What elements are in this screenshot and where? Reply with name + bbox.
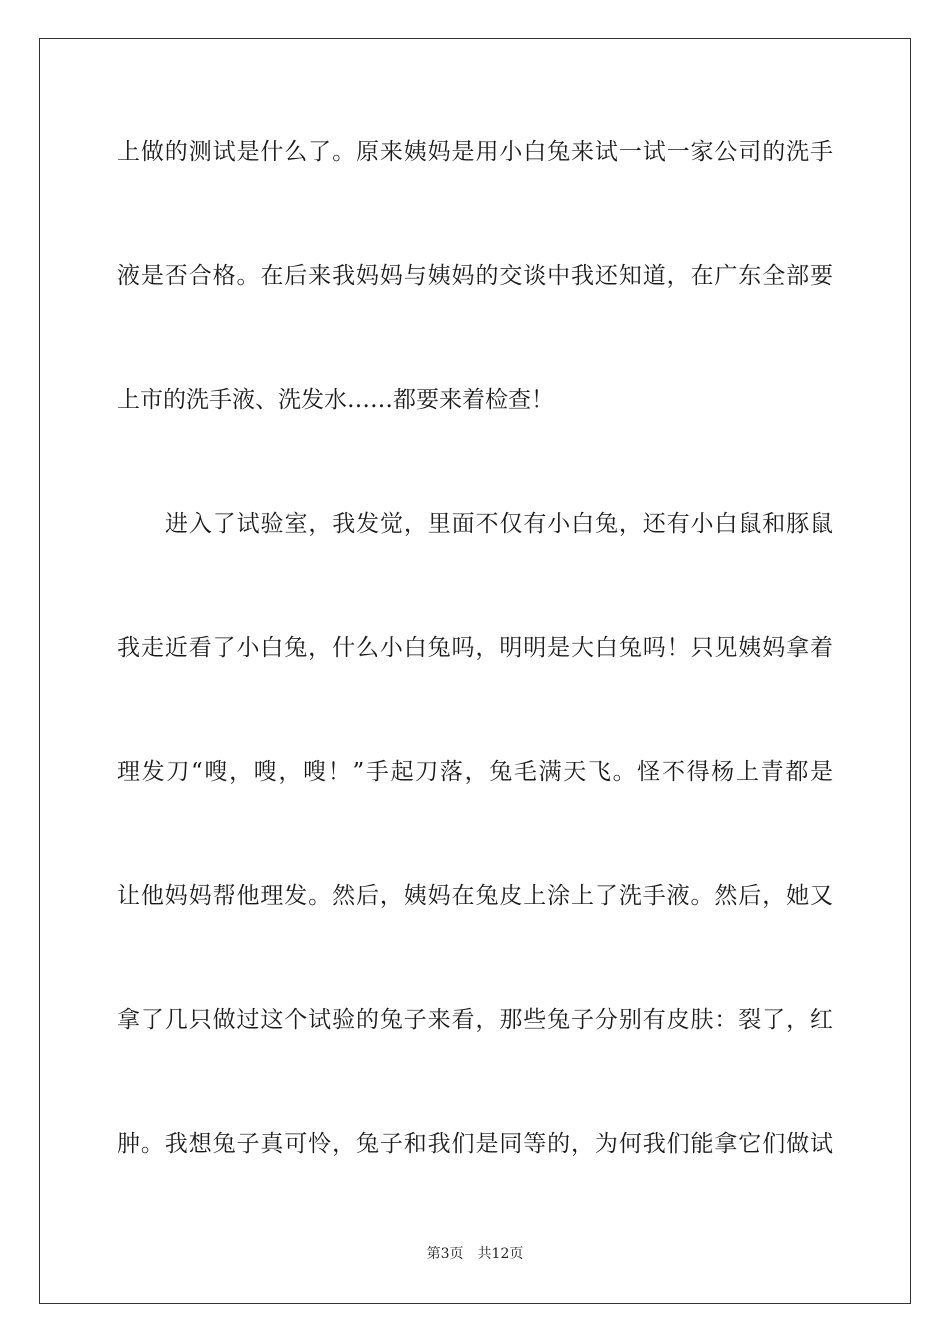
page-total: 共12页 xyxy=(477,1246,524,1262)
page-border xyxy=(39,38,911,1304)
text-line-2: 液是否合格。在后来我妈妈与姨妈的交谈中我还知道，在广东全部要 xyxy=(117,263,833,289)
text-line-6: 理发刀“嗖，嗖，嗖！”手起刀落，兔毛满天飞。怪不得杨上青都是 xyxy=(117,759,833,785)
text-line-3: 上市的洗手液、洗发水……都要来着检查！ xyxy=(117,387,554,413)
text-line-8: 拿了几只做过这个试验的兔子来看，那些兔子分别有皮肤：裂了，红 xyxy=(117,1007,833,1033)
text-line-1: 上做的测试是什么了。原来姨妈是用小白兔来试一试一家公司的洗手 xyxy=(117,139,833,165)
text-line-5: 我走近看了小白兔，什么小白兔吗，明明是大白兔吗！只见姨妈拿着 xyxy=(117,635,833,661)
page-footer xyxy=(0,1244,950,1264)
text-line-4: 进入了试验室，我发觉，里面不仅有小白兔，还有小白鼠和豚鼠 xyxy=(165,511,833,537)
text-line-9: 肿。我想兔子真可怜，兔子和我们是同等的，为何我们能拿它们做试 xyxy=(117,1131,833,1157)
text-line-7: 让他妈妈帮他理发。然后，姨妈在兔皮上涂上了洗手液。然后，她又 xyxy=(117,883,833,909)
page-number: 第3页 xyxy=(426,1246,464,1262)
